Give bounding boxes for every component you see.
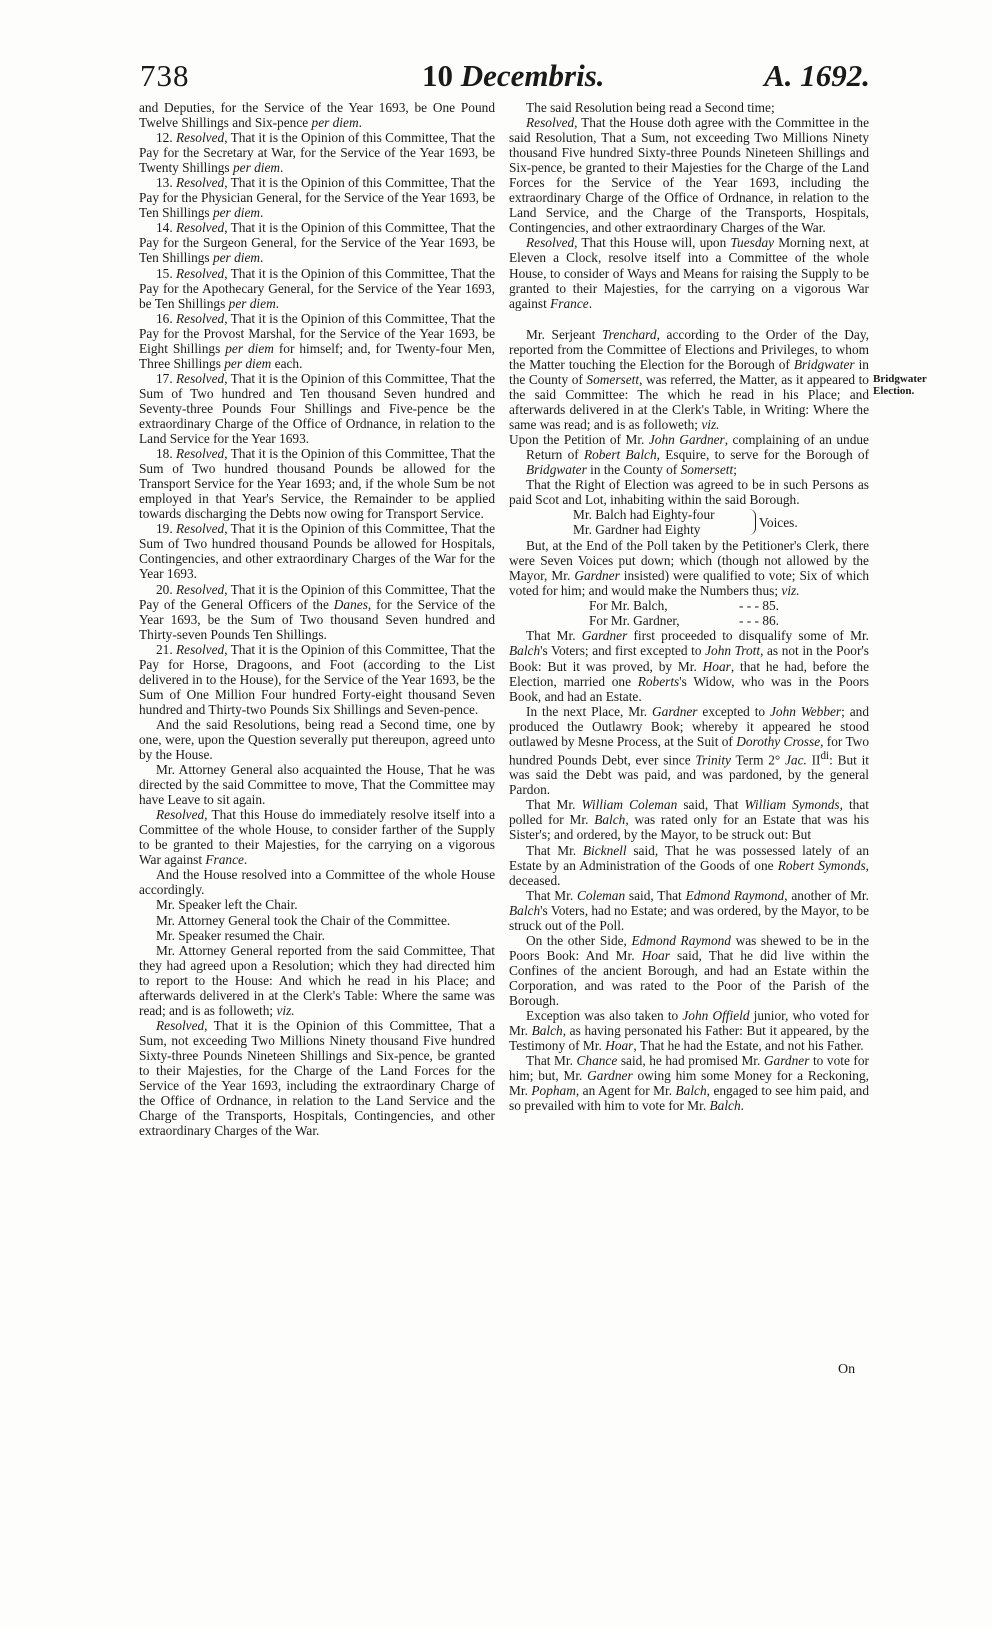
paragraph: Resolved, That the House doth agree with the Committee in the said Resolution, That a Sum, not exceeding Two Millions Ninety thousand Five hundred Sixty-three Pounds Nineteen Shillings and Six-pence, be granted to their Majesties for the Charge of the Land Forces for the Service of the Year 1693, including the extraordinary Charge of the Office of Ordnance, in relation to the Land Service, and the Charge of the Transports, Hospitals, Contingencies, and other extraordinary Charges of the War. <box>509 115 869 236</box>
paragraph: Mr. Speaker resumed the Chair. <box>156 927 325 943</box>
paragraph: Mr. Attorney General also acquainted the House, That he was directed by the said Committee to move, That the Committee may have Leave to sit again. <box>139 762 495 808</box>
paragraph: Mr. Serjeant Trenchard, according to the Order of the Day, reported from the Committee of Elections and Privileges, to whom the Matter touching the Election for the Borough of Bridgwater in the County of Somersett, was referred, the Matter, as it appeared to the said Committee: The which he read in his Place; and afterwards delivered in at the Clerk's Table, in Writing: Where the same was read; and is as followeth; viz. <box>509 326 869 432</box>
paragraph: But, at the End of the Poll taken by the Petitioner's Clerk, there were Seven Voices put down; which (though not allowed by the Mayor, Mr. Gardner insisted) were qualified to vote; Six of which voted for him; and would make the Numbers thus; viz. <box>509 538 869 599</box>
right-column <box>509 100 869 1113</box>
paragraph: 21. Resolved, That it is the Opinion of this Committee, That the Pay for Horse, Dragoons, and Foot (according to the List delivered in to the House), for the Service of the Year 1693, be the Sum of One Million Four hundred Forty-eight thousand Seven hundred and Thirty-two Pounds Six Shillings and Seven-pence. <box>139 641 495 717</box>
paragraph: That Mr. Coleman said, That Edmond Raymond, another of Mr. Balch's Voters, had no Estate; and was ordered, by the Mayor, to be struck out of the Poll. <box>509 887 869 933</box>
tally-number: - - - 86. <box>739 613 780 629</box>
tally-name: For Mr. Balch, <box>589 598 668 614</box>
paragraph: 14. Resolved, That it is the Opinion of this Committee, That the Pay for the Surgeon General, for the Service of the Year 1693, be Ten Shillings per diem. <box>139 220 495 266</box>
final-tally <box>509 598 869 628</box>
page-date <box>422 58 605 94</box>
tally-row <box>589 613 869 628</box>
poll-section <box>509 538 869 598</box>
paragraph: Resolved, That this House will, upon Tuesday Morning next, at Eleven a Clock, resolve itself into a Committee of the whole House, to consider of Ways and Means for raising the Supply to be granted to their Majesties, for the carrying on a vigorous War against France. <box>509 235 869 311</box>
paragraph: 13. Resolved, That it is the Opinion of this Committee, That the Pay for the Physician General, for the Service of the Year 1693, be Ten Shillings per diem. <box>139 175 495 221</box>
paragraph: 16. Resolved, That it is the Opinion of this Committee, That the Pay for the Provost Marshal, for the Service of the Year 1693, be Eight Shillings per diem for himself; and, for Twenty-four Men, Three Shillings per diem each. <box>139 310 496 371</box>
votes-tally <box>573 507 869 538</box>
paragraph: 18. Resolved, That it is the Opinion of this Committee, That the Sum of Two hundred thousand Pounds be allowed for the Transport Service for the Year 1693; and, if the whole Sum be not employed in that Year's Service, the Remainder to be applied towards discharging the Debts now owing for Transport Service. <box>139 446 495 522</box>
paragraph: That Mr. Gardner first proceeded to disqualify some of Mr. Balch's Voters; and first excepted to John Trott, as not in the Poor's Book: But it was proved, by Mr. Hoar, that he had, before the Election, married one Roberts's Widow, who was in the Poors Book, and had an Estate. <box>509 628 870 704</box>
date-month: Decembris. <box>460 58 605 93</box>
paragraph: Upon the Petition of Mr. John Gardner, complaining of an undue Return of Robert Balch, Esquire, to serve for the Borough of Bridgwater in the County of Somersett; <box>509 431 870 478</box>
paragraph: 20. Resolved, That it is the Opinion of this Committee, That the Pay of the General Officers of the Danes, for the Service of the Year 1693, be the Sum of Two thousand Seven hundred and Thirty-seven Pounds Ten Shillings. <box>139 581 495 642</box>
page-year: A. 1692. <box>764 58 870 93</box>
paragraph: And the House resolved into a Committee of the whole House accordingly. <box>139 867 495 898</box>
paragraph: Mr. Attorney General took the Chair of the Committee. <box>156 912 451 928</box>
date-day: 10 <box>422 58 453 93</box>
votes-word: Voices. <box>759 515 798 531</box>
paragraph: Resolved, That it is the Opinion of this Committee, That a Sum, not exceeding Two Millions Ninety thousand Five hundred Sixty-three Pounds Nineteen Shillings and Six-pence, be granted to their Majesties, for the Charge of the Land Forces for the Service of the Year 1693, including the extraordinary Charge of the Office of Ordnance, in relation to the Land Service and the Charge of the Transports, Hospitals, Contingencies, and other extraordinary Charges of the War. <box>139 1017 495 1139</box>
paragraph: Mr. Speaker left the Chair. <box>156 897 298 913</box>
tally-number: - - - 85. <box>739 598 780 614</box>
paragraph: That Mr. William Coleman said, That William Symonds, that polled for Mr. Balch, was rated only for an Estate that was his Sister's; and ordered, by the Mayor, to be struck out: But <box>509 797 870 843</box>
paragraph: The said Resolution being read a Second time; <box>526 100 775 115</box>
resolutions-section <box>509 100 869 507</box>
paragraph: Mr. Attorney General reported from the said Committee, That they had agreed upon a Resolution; which they had directed him to report to the House: And which he read in his Place; and afterwards delivered in at the Clerk's Table: Where the same was read; and is as followeth; viz. <box>139 942 495 1018</box>
catchword: On <box>838 1362 856 1377</box>
paragraph: 17. Resolved, That it is the Opinion of this Committee, That the Sum of Two hundred and Ten thousand Seven hundred and Seventy-three Pounds Four Shillings and Five-pence be the extraordinary Charge of the Office of Ordnance, in relation to the Land Service for the Year 1693. <box>139 370 495 447</box>
page-number: 738 <box>140 58 190 93</box>
paragraph: On the other Side, Edmond Raymond was shewed to be in the Poors Book: And Mr. Hoar said, That he did live within the Confines of the ancient Borough, and had an Estate within the Corporation, and was rated to the Poor of the Parish of the Borough. <box>509 932 869 1008</box>
paragraph: 19. Resolved, That it is the Opinion of this Committee, That the Sum of Two hundred thousand Pounds be allowed for Hospitals, Contingencies, and other extraordinary Charges of the War for the Year 1693. <box>139 521 495 582</box>
paragraph: That Mr. Bicknell said, That he was possessed lately of an Estate by an Administration of the Goods of one Robert Symonds, deceased. <box>509 842 869 888</box>
exceptions-section <box>509 628 869 1113</box>
paragraph: and Deputies, for the Service of the Year 1693, be One Pound Twelve Shillings and Six-pence per diem. <box>139 100 495 131</box>
left-column <box>139 100 495 1138</box>
paragraph: Exception was also taken to John Offield junior, who voted for Mr. Balch, as having personated his Father: But it appeared, by the Testimony of Mr. Hoar, That he had the Estate, and not his Father. <box>509 1008 869 1054</box>
paragraph: Resolved, That this House do immediately resolve itself into a Committee of the whole House, to consider farther of the Supply to be granted to their Majesties, for the carrying on a vigorous War against France. <box>139 807 495 868</box>
paragraph: In the next Place, Mr. Gardner excepted to John Webber; and produced the Outlawry Book; whereby it appeared he stood outlawed by Mesne Process, at the Suit of Dorothy Crosse, for Two hundred Pounds Debt, ever since Trinity Term 2° Jac. $II^{di}$: But it was said the Debt was paid, and was pardoned, by the general Pardon. <box>509 703 870 798</box>
votes-brace <box>749 509 756 535</box>
paragraph: That the Right of Election was agreed to be in such Persons as paid Scot and Lot, inhabiting within the said Borough. <box>509 477 869 508</box>
page-header <box>140 58 870 98</box>
tally-row <box>589 598 869 613</box>
tally-name: For Mr. Gardner, <box>589 613 680 629</box>
paragraph: That Mr. Chance said, he had promised Mr. Gardner to vote for him; but, Mr. Gardner owing him some Money for a Reckoning, Mr. Popham, an Agent for Mr. Balch, engaged to see him paid, and so prevailed with him to vote for Mr. Balch. <box>509 1053 870 1114</box>
votes-balch: Mr. Balch had Eighty-four <box>573 507 715 523</box>
votes-gardner: Mr. Gardner had Eighty <box>573 522 701 538</box>
margin-note: Bridgwater Election. <box>873 373 927 397</box>
paragraph: 12. Resolved, That it is the Opinion of this Committee, That the Pay for the Secretary at War, for the Service of the Year 1693, be Twenty Shillings per diem. <box>139 130 495 176</box>
paragraph: And the said Resolutions, being read a Second time, one by one, were, upon the Question severally put thereupon, agreed unto by the House. <box>139 716 495 763</box>
paragraph: 15. Resolved, That it is the Opinion of this Committee, That the Pay for the Apothecary General, for the Service of the Year 1693, be Ten Shillings per diem. <box>139 265 495 311</box>
